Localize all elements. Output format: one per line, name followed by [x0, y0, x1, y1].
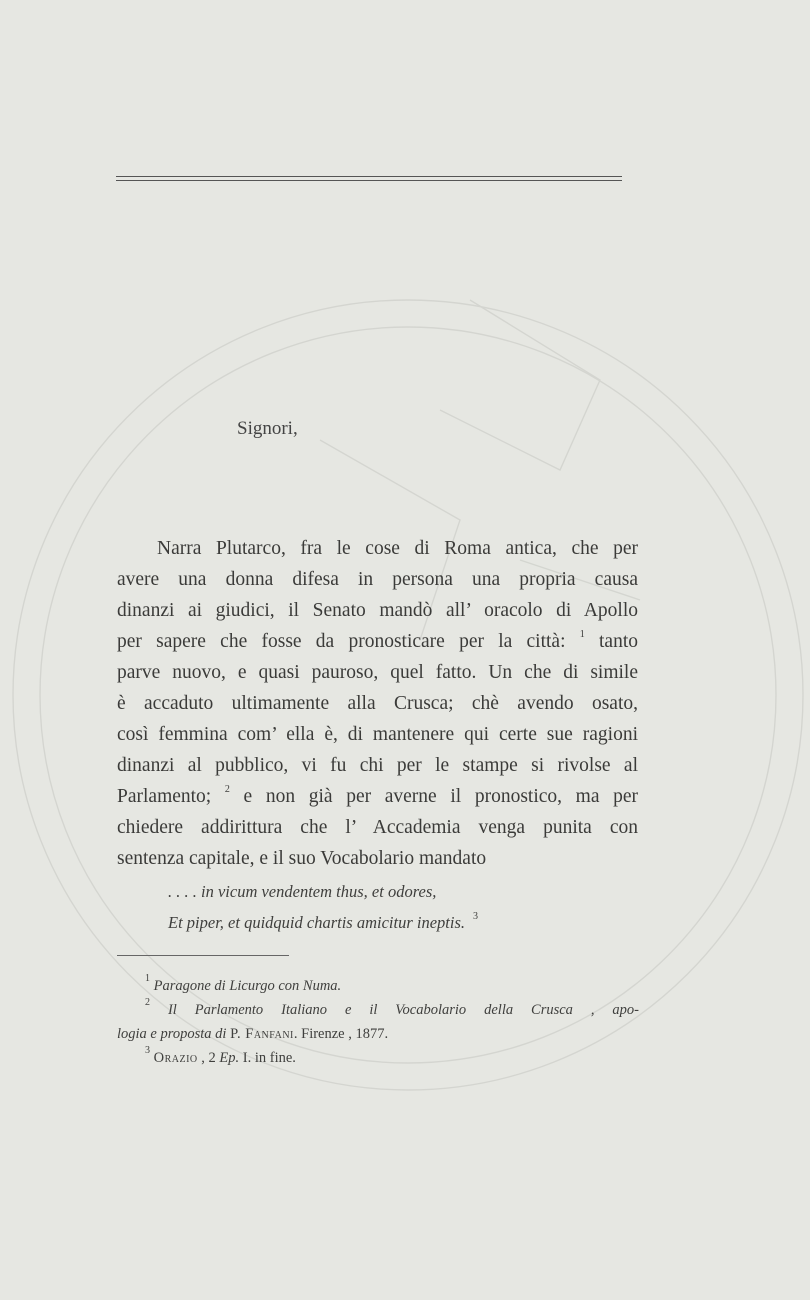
text-line: così femmina com’ ella è, di mantenere qui certe sue ragioni — [117, 724, 638, 745]
text-line: dinanzi ai giudici, il Senato mandò all’ oracolo di Apollo — [117, 600, 638, 621]
footnote-author: P. Fanfani — [230, 1026, 294, 1042]
main-paragraph — [117, 533, 638, 874]
text-line — [117, 781, 638, 812]
text-line: parve nuovo, e quasi pauroso, quel fatto. Un che di simile — [117, 662, 638, 683]
text-line: sentenza capitale, e il suo Vocabolario mandato — [117, 848, 487, 869]
salutation: Signori, — [237, 418, 298, 439]
text-line: dinanzi al pubblico, vi fu chi per le stampe si rivolse al — [117, 755, 638, 776]
text-line: avere una donna difesa in persona una propria causa — [117, 569, 638, 590]
quote-line: . . . . in vicum vendentem thus, et odores, — [168, 882, 437, 901]
text-segment: e non già per averne il pronostico, ma per — [243, 786, 639, 807]
footnote-number: 3 — [145, 1045, 150, 1057]
footnote-ref-2: 2 — [224, 783, 230, 795]
footnote-1 — [117, 974, 639, 998]
text-segment: tanto — [599, 631, 639, 652]
footnote-text: . Firenze , 1877. — [293, 1026, 389, 1042]
header-rule-top — [116, 176, 622, 177]
text-line: chiedere addirittura che l’ Accademia venga punita con — [117, 817, 638, 838]
footnote-2 — [117, 998, 639, 1022]
header-rule-bottom — [116, 180, 622, 181]
quote-text: Et piper, et quidquid chartis amicitur ineptis. — [168, 913, 465, 932]
footnote-3 — [117, 1046, 639, 1070]
text-line: è accaduto ultimamente alla Crusca; chè avendo osato, — [117, 693, 638, 714]
text-line: Narra Plutarco, fra le cose di Roma antica, che per — [157, 538, 638, 559]
footnote-text: Ep. — [219, 1050, 240, 1066]
footnote-text: I. in fine. — [242, 1050, 296, 1066]
footnotes — [117, 974, 639, 1070]
text-segment: per sapere che fosse da pronosticare per la città: — [117, 631, 566, 652]
footnote-number: 2 — [145, 997, 150, 1009]
footnote-ref-3: 3 — [472, 910, 478, 922]
footnote-text: , apo- — [590, 1002, 640, 1018]
footnote-author: Orazio — [153, 1050, 198, 1066]
footnote-ref-1: 1 — [579, 628, 585, 640]
footnote-text: , 2 — [201, 1050, 216, 1066]
text-segment: Parlamento; — [117, 786, 212, 807]
quote-line — [168, 907, 478, 938]
latin-quotation — [168, 876, 478, 938]
footnote-title: Il Parlamento Italiano e il Vocabolario della Crusca — [167, 1002, 573, 1018]
footnote-2-continued — [117, 1022, 639, 1046]
text-line — [117, 626, 638, 657]
footnote-text: Paragone di Licurgo con Numa. — [153, 978, 342, 994]
footnote-text: logia e proposta di — [117, 1026, 227, 1042]
footnote-number: 1 — [145, 973, 150, 985]
footnote-separator — [117, 955, 289, 956]
